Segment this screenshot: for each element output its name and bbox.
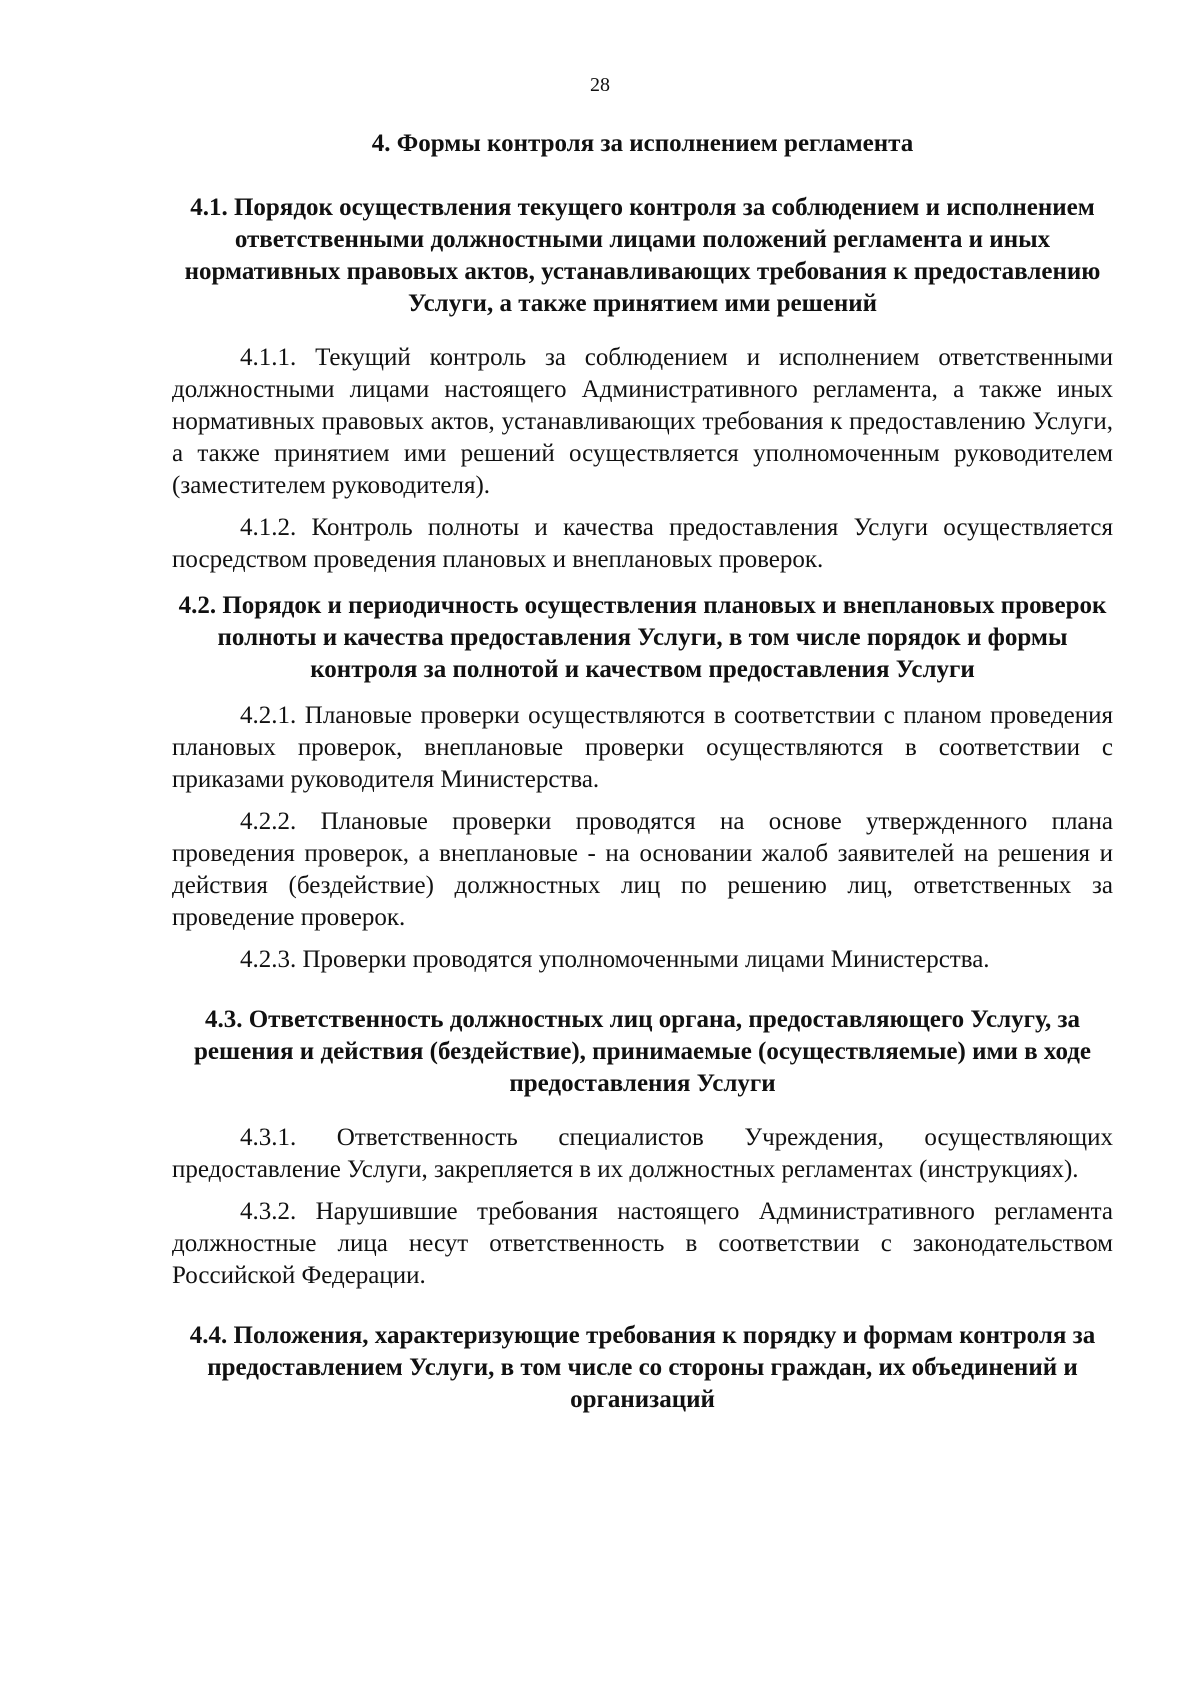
page-number: 28 (590, 74, 610, 96)
paragraph-4-2-1: 4.2.1. Плановые проверки осуществляются в соответствии с планом проведения плановых проверок, внеплановые проверки осуществляются в соответствии с приказами руководителя Министерства. (172, 702, 1113, 793)
paragraph-4-1-2: 4.1.2. Контроль полноты и качества предоставления Услуги осуществляется посредством проведения плановых и внеплановых проверок. (172, 514, 1113, 573)
section-4-1 (172, 192, 1113, 576)
section-4-3 (172, 1004, 1113, 1292)
section-heading: 4.3. Ответственность должностных лиц органа, предоставляющего Услугу, за решения и действия (бездействие), принимаемые (осуществляемые) ими в ходе предоставления Услуги (194, 1006, 1091, 1097)
section-heading: 4.1. Порядок осуществления текущего контроля за соблюдением и исполнением ответственными должностными лицами положений регламента и иных нормативных правовых актов, устанавливающих требования к предоставлению Услуги, а также принятием ими решений (184, 194, 1101, 317)
section-heading: 4.2. Порядок и периодичность осуществления плановых и внеплановых проверок полноты и качества предоставления Услуги, в том числе порядок и формы контроля за полнотой и качеством предоставления Услуги (178, 592, 1107, 683)
section-4-4 (172, 1320, 1113, 1416)
section-heading: 4.4. Положения, характеризующие требования к порядку и формам контроля за предоставлением Услуги, в том числе со стороны граждан, их объединений и организаций (189, 1322, 1096, 1413)
chapter-title: 4. Формы контроля за исполнением регламента (371, 130, 914, 157)
section-4-2 (172, 590, 1113, 976)
paragraph-4-2-3: 4.2.3. Проверки проводятся уполномоченными лицами Министерства. (240, 946, 990, 973)
paragraph-4-2-2: 4.2.2. Плановые проверки проводятся на основе утвержденного плана проведения проверок, а внеплановые - на основании жалоб заявителей на решения и действия (бездействие) должностных лиц по решению лиц, ответственных за проведение проверок. (172, 808, 1113, 931)
paragraph-4-3-2: 4.3.2. Нарушившие требования настоящего Административного регламента должностные лица несут ответственность в соответствии с законодательством Российской Федерации. (172, 1198, 1113, 1289)
paragraph-4-3-1: 4.3.1. Ответственность специалистов Учреждения, осуществляющих предоставление Услуги, закрепляется в их должностных регламентах (инструкциях). (172, 1124, 1113, 1183)
document-body (172, 128, 1113, 1416)
paragraph-4-1-1: 4.1.1. Текущий контроль за соблюдением и исполнением ответственными должностными лицами настоящего Административного регламента, а также иных нормативных правовых актов, устанавливающих требования к предоставлению Услуги, а также принятием ими решений осуществляется уполномоченным руководителем (заместителем руководителя). (172, 344, 1113, 499)
